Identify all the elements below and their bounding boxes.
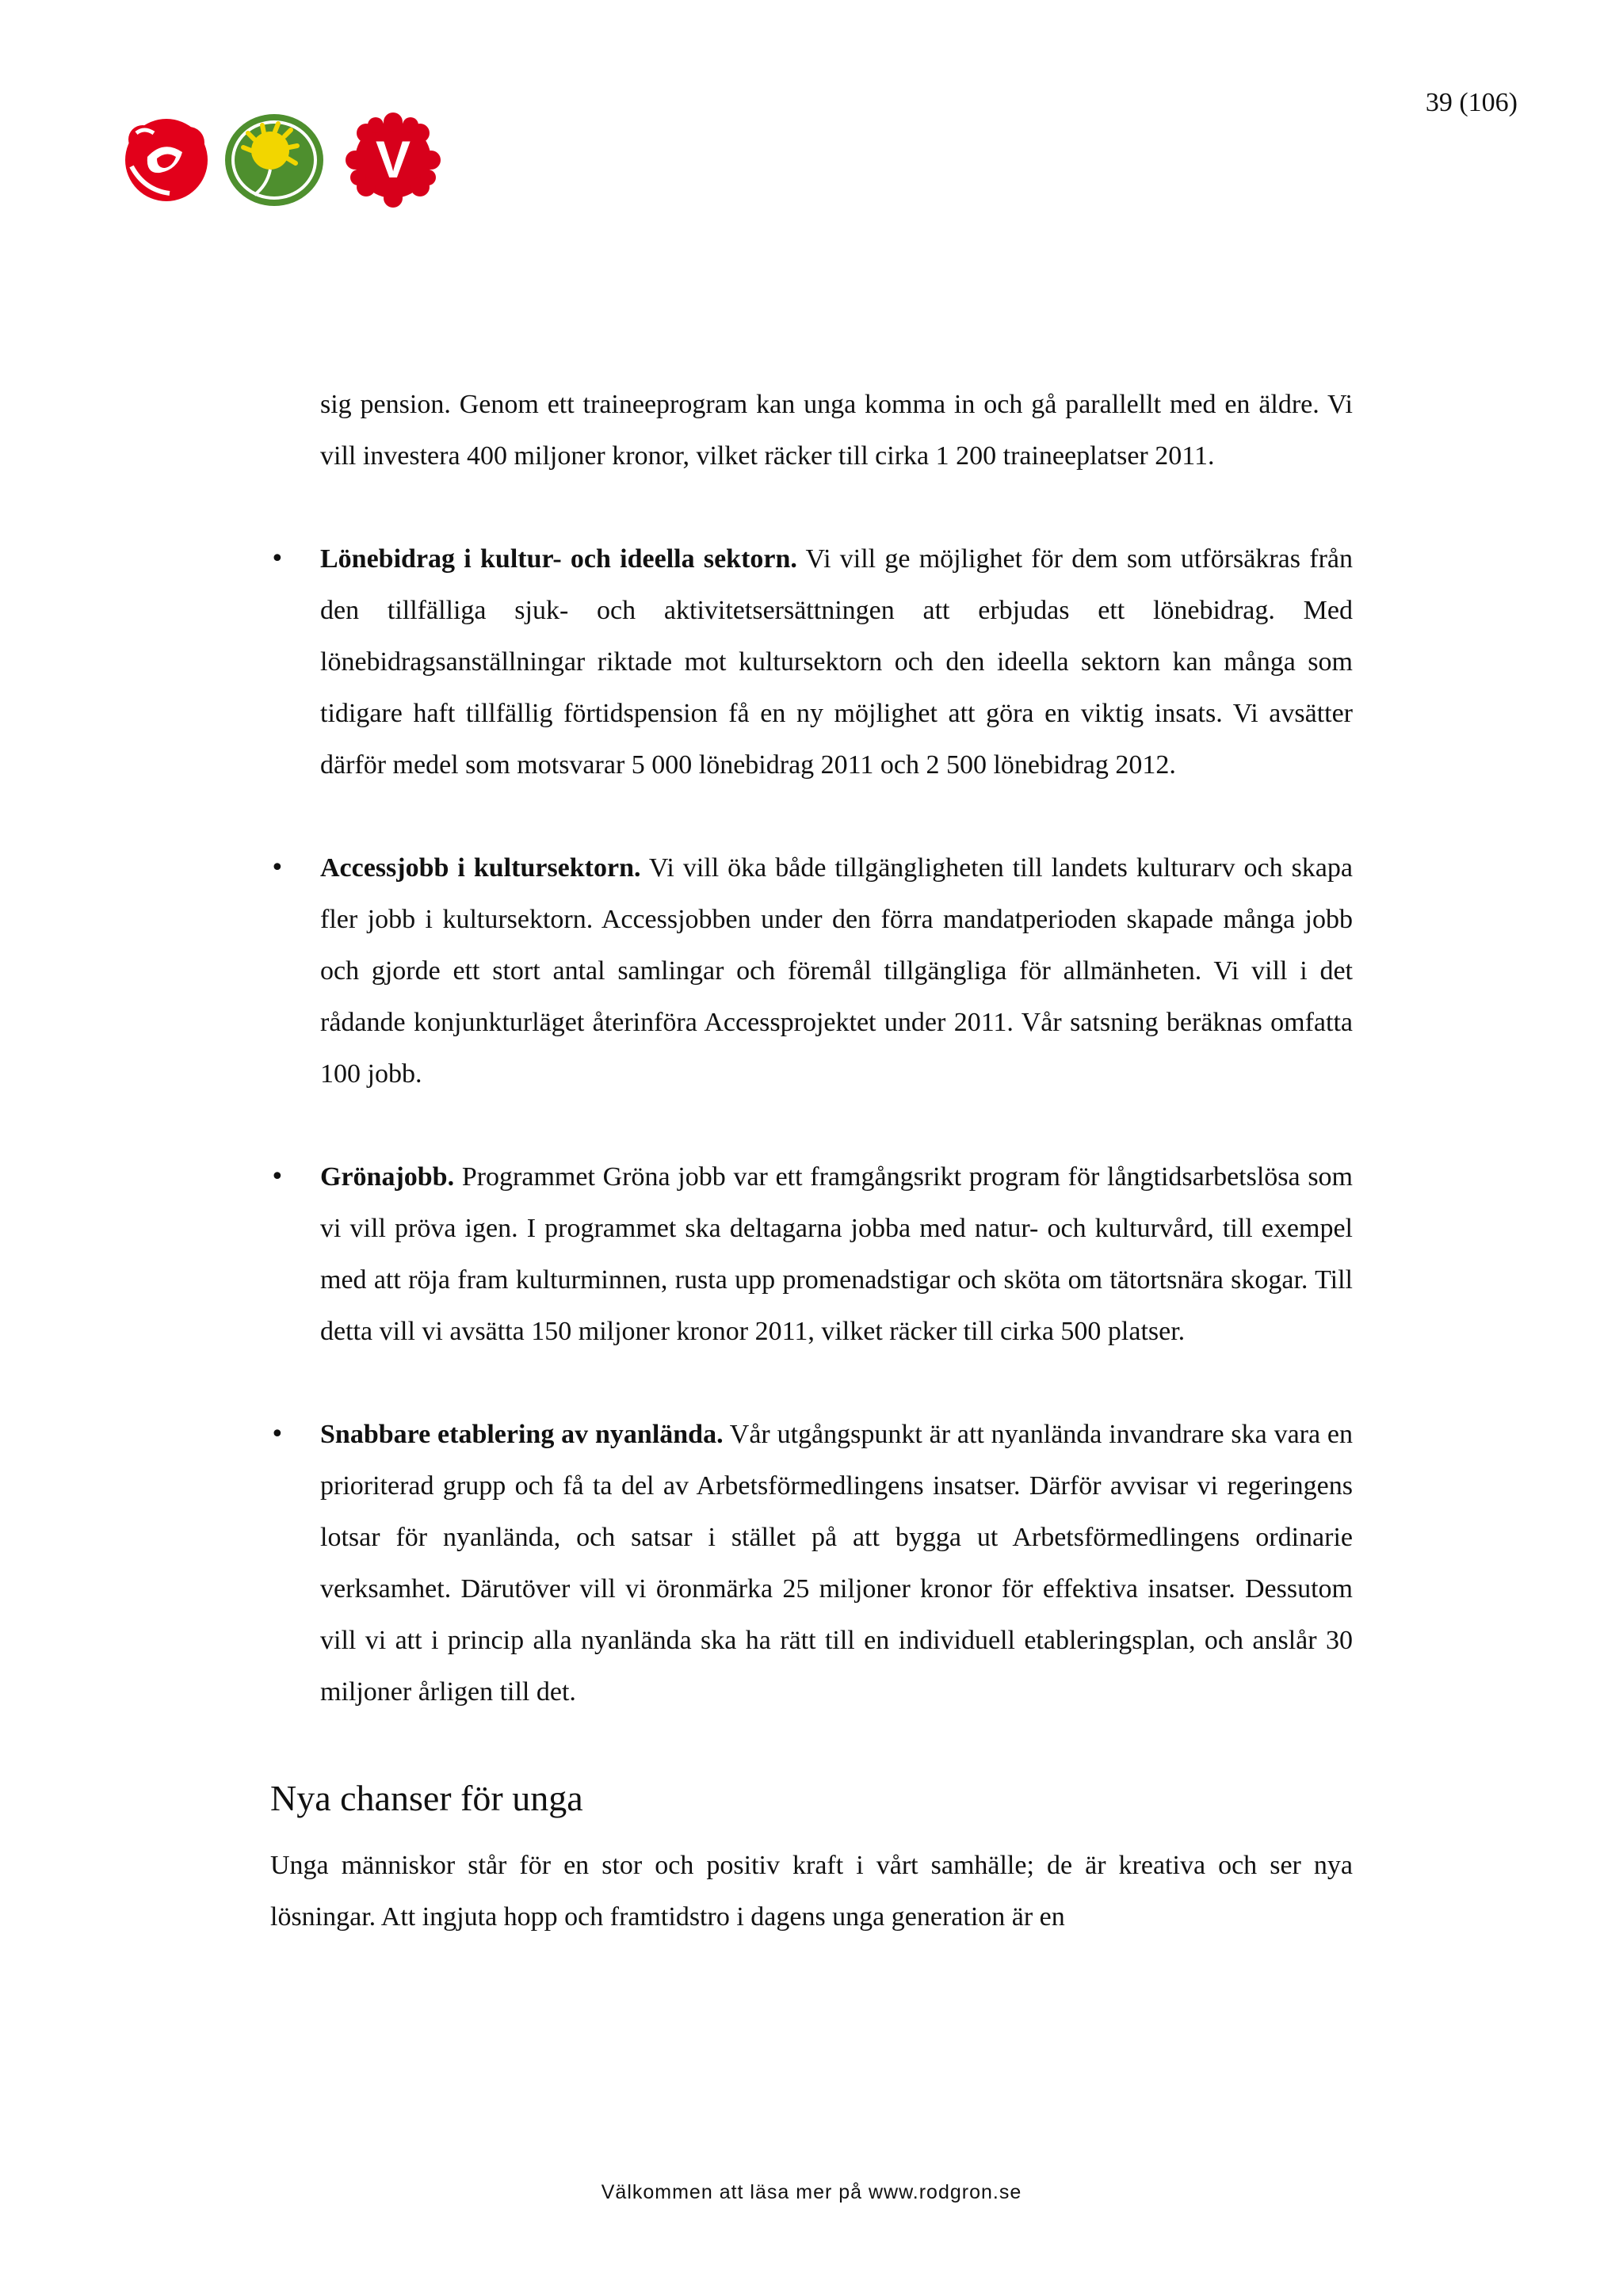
left-party-letter: V — [375, 130, 411, 189]
bullet-icon: • — [270, 1163, 285, 1191]
footer-text: Välkommen att läsa mer på www.rodgron.se — [601, 2181, 1022, 2203]
left-party-v-icon — [344, 111, 442, 209]
bullet-title: Grönajobb. — [320, 1162, 455, 1192]
bullet-paragraph — [320, 1151, 1353, 1357]
intro-paragraph: sig pension. Genom ett traineeprogram kan unga komma in och gå parallellt med en äldre. Vi vill investera 400 miljoner kronor, vilket räcker till cirka 1 200 traineeplatser 2011. — [320, 390, 1353, 471]
page-number: 39 (106) — [1425, 88, 1518, 117]
bullet-text: Programmet Gröna jobb var ett framgångsrikt program för långtidsarbetslösa som vi vill pröva igen. I programmet ska deltagarna jobba med natur- och kulturvård, till exempel med att röja fram kulturminnen, rusta upp promenadstigar och sköta om tätortsnära skogar. Till detta vill vi avsätta 150 miljoner kronor 2011, vilket räcker till cirka 500 platser. — [320, 1162, 1353, 1346]
bullet-paragraph — [320, 533, 1353, 791]
bullet-text: Vi vill ge möjlighet för dem som utförsäkras från den tillfälliga sjuk- och aktivitetsersättningen att erbjudas ett lönebidrag. Med lönebidragsanställningar riktade mot kultursektorn och den ideella sektorn kan många som tidigare haft tillfällig förtidspension få en ny möjlighet att göra en viktig insats. Vi avsätter därför medel som motsvarar 5 000 lönebidrag 2011 och 2 500 lönebidrag 2012. — [320, 544, 1353, 780]
bullet-icon: • — [270, 854, 285, 882]
section-paragraph: Unga människor står för en stor och positiv kraft i vårt samhälle; de är kreativa och ser nya lösningar. Att ingjuta hopp och framtidstro i dagens unga generation är en — [270, 1851, 1353, 1932]
bullet-title: Lönebidrag i kultur- och ideella sektorn. — [320, 544, 797, 574]
document-body — [270, 379, 1353, 1943]
bullet-title: Accessjobb i kultursektorn. — [320, 853, 641, 883]
bullet-title: Snabbare etablering av nyanlända. — [320, 1420, 724, 1449]
bullet-paragraph — [320, 1409, 1353, 1718]
bullet-paragraph — [320, 842, 1353, 1100]
bullet-text: Vår utgångspunkt är att nyanlända invandrare ska vara en prioriterad grupp och få ta del av Arbetsförmedlingens insatser. Därför avvisar vi regeringens lotsar för nyanlända, och satsar i stället på att bygga ut Arbetsförmedlingens ordinarie verksamhet. Därutöver vill vi öronmärka 25 miljoner kronor för effektiva insatser. Dessutom vill vi att i princip alla nyanlända ska ha rätt till en individuell etableringsplan, och anslår 30 miljoner årligen till det. — [320, 1420, 1353, 1707]
social-democrats-rose-icon — [116, 111, 214, 209]
bullet-icon: • — [270, 545, 285, 573]
section-heading: Nya chanser för unga — [270, 1778, 583, 1818]
bullet-text: Vi vill öka både tillgängligheten till landets kulturarv och skapa fler jobb i kultursektorn. Accessjobben under den förra mandatperioden skapade många jobb och gjorde ett stort antal samlingar och föremål tillgängliga för allmänheten. Vi vill i det rådande konjunkturläget återinföra Accessprojektet under 2011. Vår satsning beräknas omfatta 100 jobb. — [320, 853, 1353, 1089]
bullet-item — [270, 1409, 1353, 1718]
bullet-item — [270, 842, 1353, 1100]
party-logos — [116, 111, 449, 214]
green-party-dandelion-icon — [223, 111, 326, 209]
bullet-item — [270, 533, 1353, 791]
bullet-icon: • — [270, 1421, 285, 1448]
bullet-item — [270, 1151, 1353, 1357]
